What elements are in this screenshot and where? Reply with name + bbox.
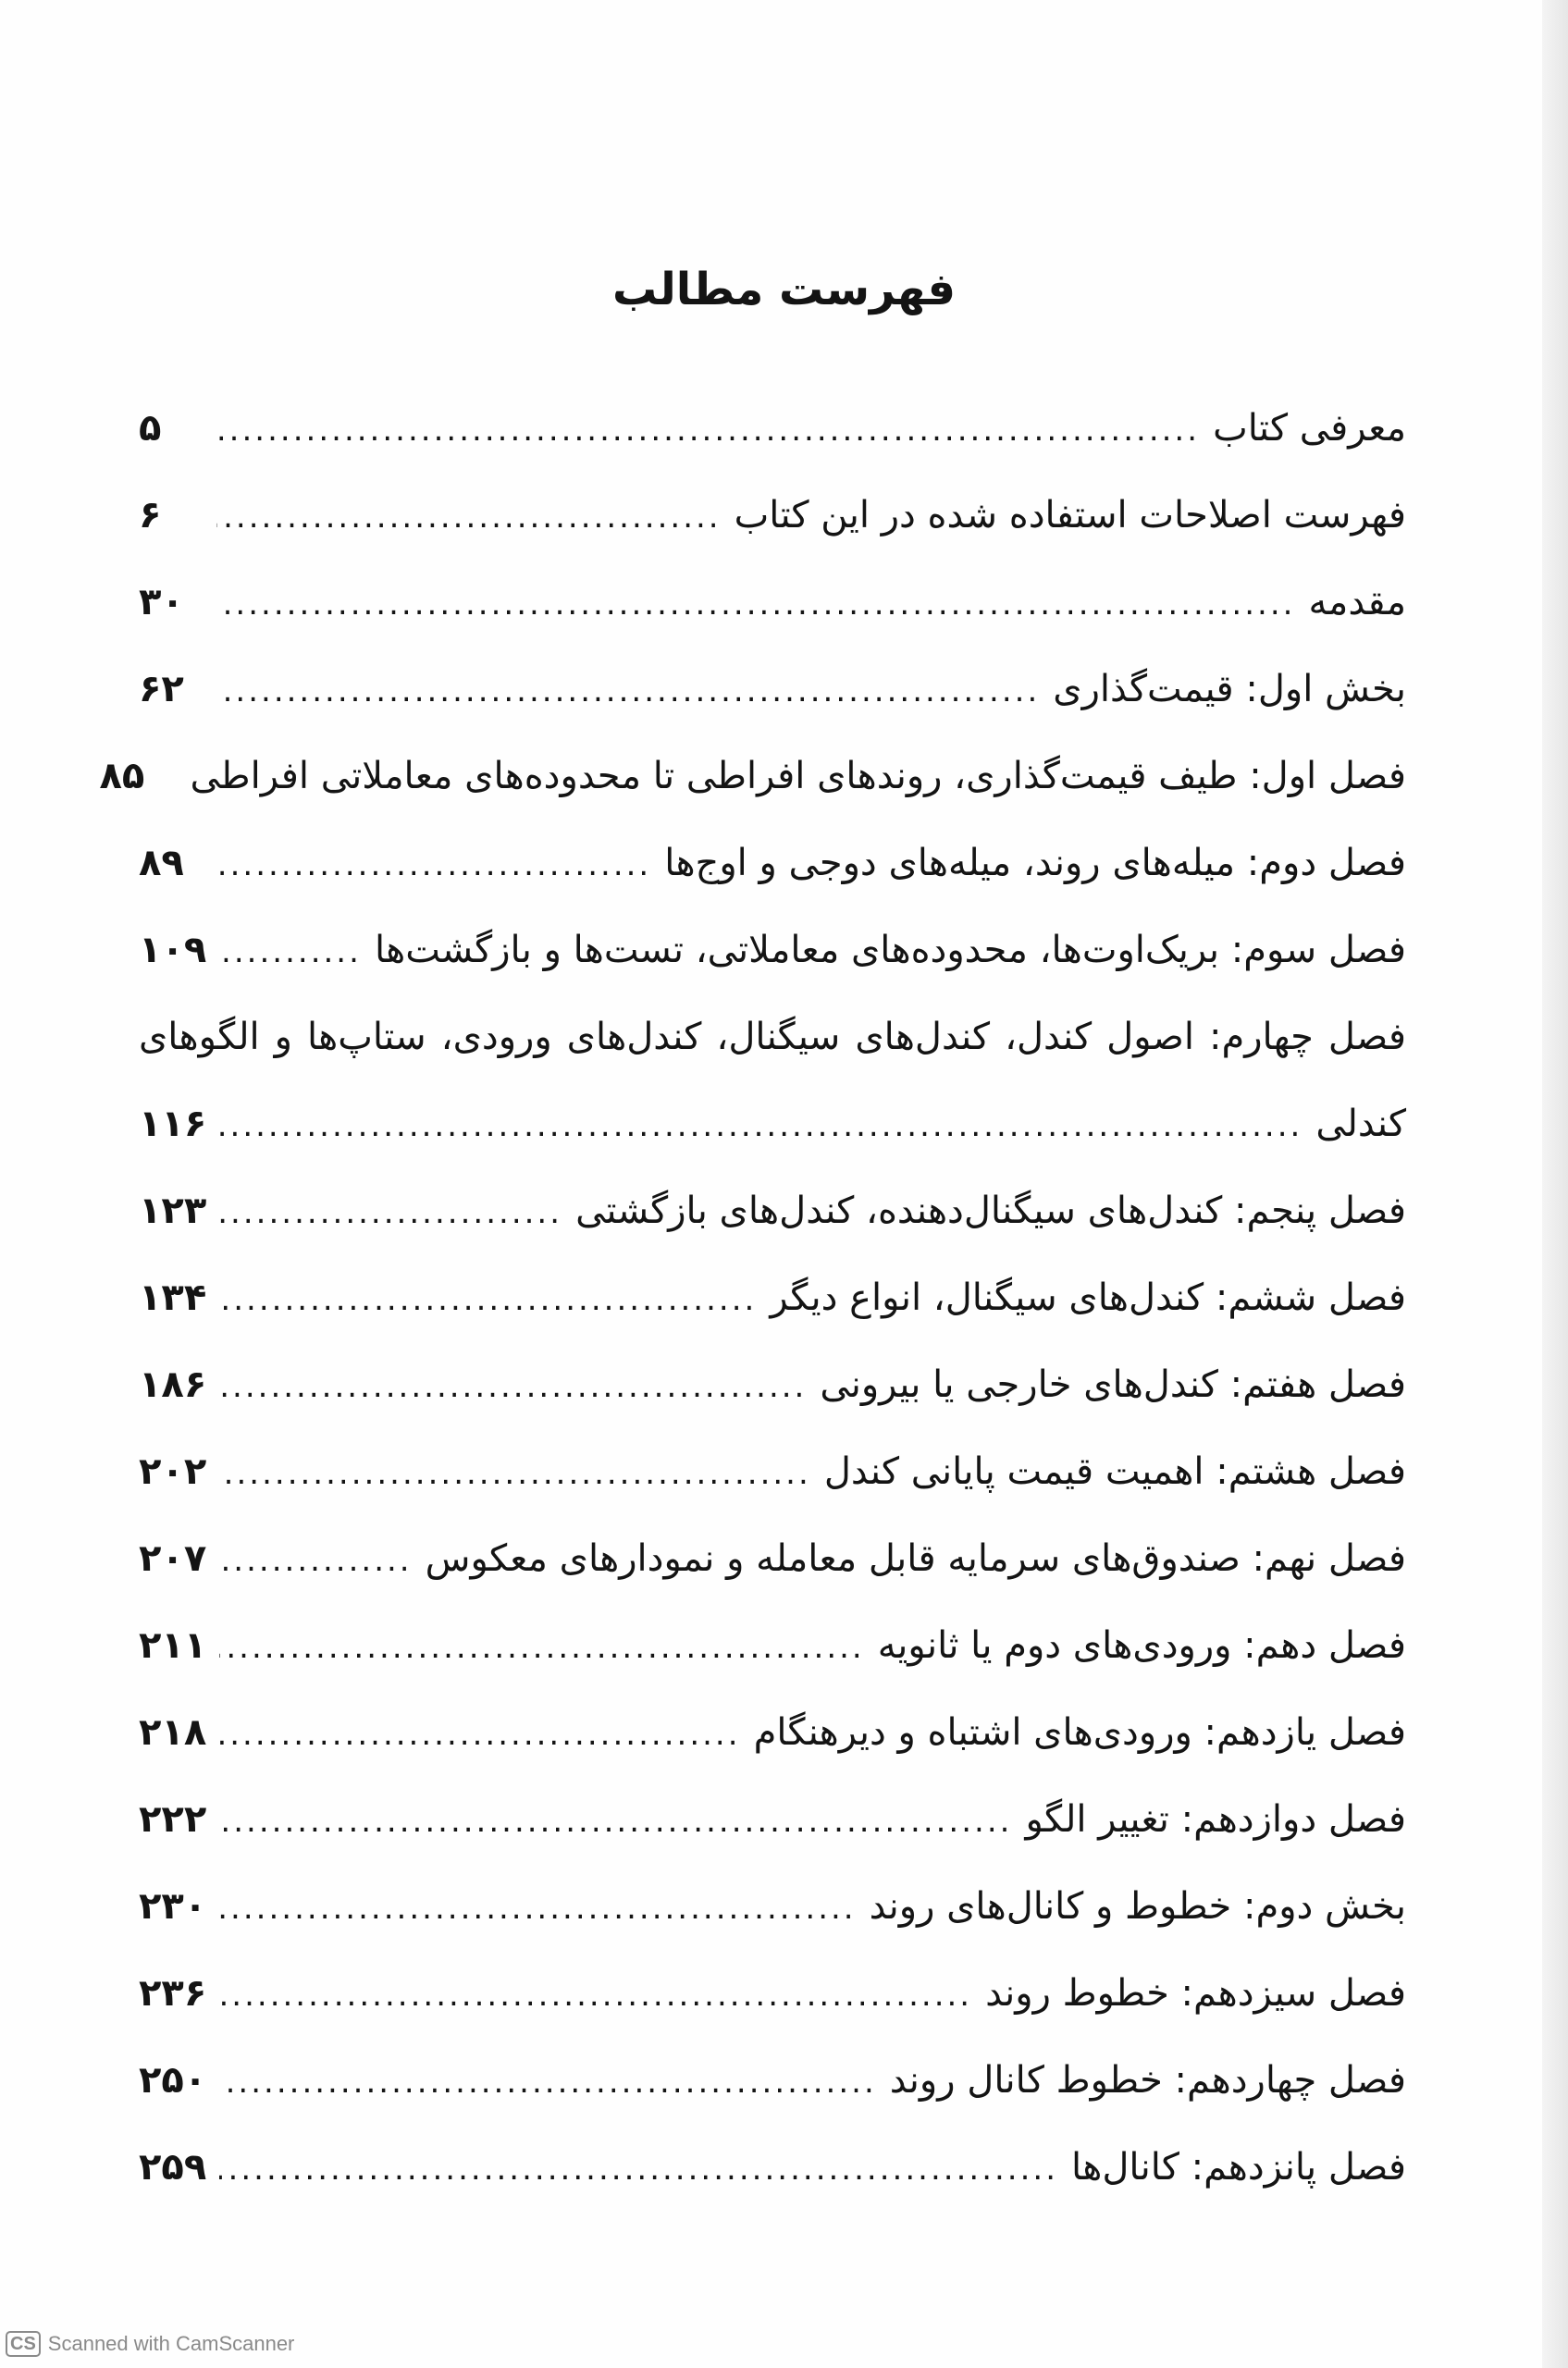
toc-leader-dots: [219, 1629, 865, 1666]
toc-entry-label: فصل ششم: کندل‌های سیگنال، انواع دیگر: [770, 1276, 1406, 1319]
toc-entry: [139, 407, 1406, 494]
toc-leader-dots: [219, 1890, 856, 1927]
toc-leader-dots: [219, 2151, 1058, 2188]
toc-entry-page: ۲۵۹: [139, 2146, 207, 2189]
toc-entry-page: ۲۱۱: [139, 1624, 207, 1667]
toc-entry-label: بخش دوم: خطوط و کانال‌های روند: [869, 1885, 1406, 1928]
toc-entry-label: فصل دوازدهم: تغییر الگو: [1025, 1798, 1406, 1841]
toc-entry: [139, 581, 1406, 668]
toc-entry-page: ۲۳۰: [139, 1885, 207, 1928]
toc-entry: [139, 1711, 1406, 1798]
toc-entry: [139, 1450, 1406, 1537]
toc-leader-dots: [219, 1194, 562, 1231]
toc-entry-page: ۶: [139, 494, 162, 536]
page-edge-shadow: [1542, 0, 1568, 2368]
toc-entry-label-line2: کندلی: [1315, 1103, 1406, 1145]
toc-entry-page: ۱۲۳: [139, 1190, 207, 1232]
toc-entry: [139, 1972, 1406, 2059]
toc-leader-dots: [216, 412, 1200, 449]
toc-entry-page: ۵: [139, 407, 162, 450]
watermark-text: Scanned with CamScanner: [47, 2332, 295, 2355]
toc-entry-label: فصل نهم: صندوق‌های سرمایه قابل معامله و نمودارهای معکوس: [425, 1537, 1406, 1580]
toc-entry: [139, 1624, 1406, 1711]
toc-entry-label: فصل دهم: ورودی‌های دوم یا ثانویه: [877, 1624, 1406, 1667]
toc-leader-dots: [216, 586, 1295, 623]
toc-entry: [139, 2146, 1406, 2233]
toc-entry-label: بخش اول: قیمت‌گذاری: [1053, 668, 1406, 710]
toc-entry: [99, 755, 1406, 842]
toc-leader-dots: [219, 1542, 412, 1579]
toc-entry: [139, 1276, 1406, 1363]
table-of-contents: [99, 407, 1406, 2233]
toc-entry-page: ۱۱۶: [139, 1103, 207, 1145]
toc-entry: [139, 1798, 1406, 1885]
camscanner-logo: CS: [6, 2331, 41, 2357]
toc-leader-dots: [219, 1977, 972, 2014]
toc-entry-label: فصل سوم: بریک‌اوت‌ها، محدوده‌های معاملاتی، تست‌ها و بازگشت‌ها: [374, 929, 1406, 971]
toc-leader-dots: [216, 499, 722, 536]
toc-entry-page: ۲۵۰: [139, 2059, 207, 2102]
toc-leader-dots: [219, 933, 362, 970]
toc-entry: [139, 1363, 1406, 1450]
toc-entry-label: فهرست اصلاحات استفاده شده در این کتاب: [734, 494, 1406, 536]
toc-leader-dots: [219, 1107, 1303, 1144]
toc-entry-page: ۲۳۶: [139, 1972, 207, 2015]
toc-entry-page: ۱۰۹: [139, 929, 207, 971]
toc-entry-page: ۲۱۸: [139, 1711, 207, 1754]
scanner-watermark: [6, 2331, 294, 2357]
toc-leader-dots: [219, 1803, 1012, 1840]
toc-entry-label-line1: فصل چهارم: اصول کندل، کندل‌های سیگنال، کندل‌های ورودی، ستاپ‌ها و الگوهای: [139, 1016, 1406, 1058]
toc-leader-dots: [219, 1281, 757, 1318]
toc-entry-label: مقدمه: [1308, 581, 1406, 623]
toc-leader-dots: [219, 1368, 807, 1405]
toc-leader-dots: [219, 1716, 740, 1753]
toc-entry-page: ۶۲: [139, 668, 184, 710]
toc-entry-second-line: [139, 1103, 1406, 1190]
toc-entry: [139, 929, 1406, 1016]
toc-entry: [139, 2059, 1406, 2146]
toc-entry: [139, 1016, 1406, 1190]
toc-entry: [139, 494, 1406, 581]
page-title: فهرست مطالب: [611, 264, 957, 315]
toc-entry-page: ۲۲۲: [139, 1798, 207, 1841]
toc-entry-page: ۲۰۲: [139, 1450, 207, 1493]
toc-leader-dots: [216, 846, 651, 883]
toc-entry-label: فصل سیزدهم: خطوط روند: [985, 1972, 1406, 2015]
toc-entry-label: فصل پانزدهم: کانال‌ها: [1071, 2146, 1406, 2189]
toc-entry-label: فصل یازدهم: ورودی‌های اشتباه و دیرهنگام: [753, 1711, 1406, 1754]
toc-entry: [139, 1537, 1406, 1624]
toc-leader-dots: [219, 2064, 877, 2101]
toc-entry: [139, 1190, 1406, 1276]
toc-entry-page: ۱۸۶: [139, 1363, 207, 1406]
toc-entry-label: فصل هشتم: اهمیت قیمت پایانی کندل: [823, 1450, 1406, 1493]
toc-entry: [139, 1885, 1406, 1972]
toc-entry-label: فصل پنجم: کندل‌های سیگنال‌دهنده، کندل‌های بازگشتی: [575, 1190, 1406, 1232]
toc-entry-label: فصل دوم: میله‌های روند، میله‌های دوجی و اوج‌ها: [664, 842, 1406, 884]
toc-entry-page: ۱۳۴: [139, 1276, 207, 1319]
toc-entry-label: معرفی کتاب: [1213, 407, 1406, 450]
toc-entry-page: ۳۰: [139, 581, 184, 623]
toc-entry-page: ۲۰۷: [139, 1537, 207, 1580]
toc-entry-label: فصل اول: طیف قیمت‌گذاری، روندهای افراطی تا محدوده‌های معاملاتی افراطی: [190, 755, 1406, 797]
toc-leader-dots: [219, 1455, 811, 1492]
toc-entry-label: فصل هفتم: کندل‌های خارجی یا بیرونی: [820, 1363, 1406, 1406]
toc-entry-page: ۸۹: [139, 842, 184, 884]
toc-entry: [139, 842, 1406, 929]
toc-entry: [139, 668, 1406, 755]
toc-entry-page: ۸۵: [99, 755, 145, 797]
toc-leader-dots: [216, 672, 1040, 709]
toc-entry-label: فصل چهاردهم: خطوط کانال روند: [889, 2059, 1406, 2102]
